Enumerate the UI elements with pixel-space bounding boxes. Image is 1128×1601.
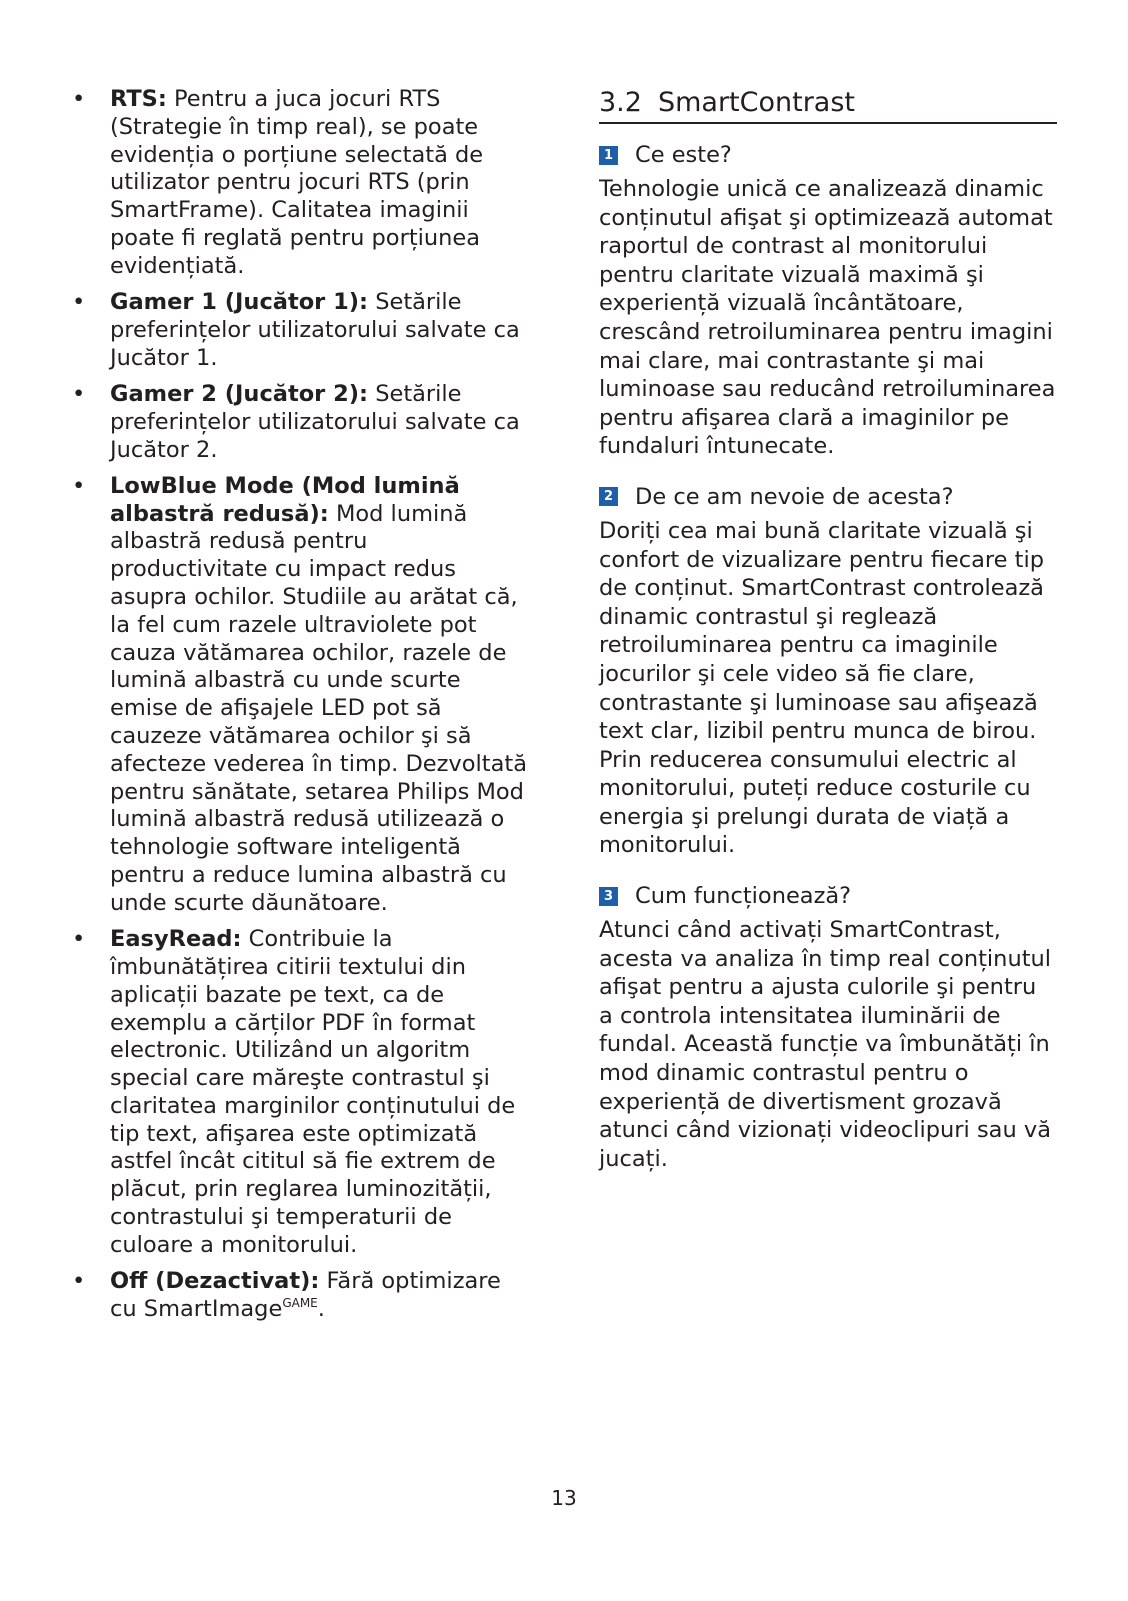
item-description: Setările preferințelor utilizatorului salvate ca Jucător 2. (110, 380, 520, 463)
answer-paragraph: Doriți cea mai bună claritate vizuală şi confort de vizualizare pentru fiecare tip de conținut. SmartContrast controlează dinamic contrastul şi reglează retroiluminarea pentru ca imaginile jocurilor şi cele video să fie clare, contrastante şi luminoase sau afişează text clar, lizibil pentru munca de birou. Prin reducerea consumului electric al monitorului, puteți reduce costurile cu energia şi prelungi durata de viață a monitorului. (599, 517, 1045, 859)
bullet-icon: • (72, 86, 86, 112)
item-term: EasyRead: (110, 926, 242, 953)
list-item-off (72, 1268, 532, 1324)
list-item-gamer-2 (72, 381, 532, 464)
right-column (599, 86, 1057, 1195)
list-item-rts (72, 86, 532, 281)
item-description: Pentru a juca jocuri RTS (Strategie în timp real), se poate evidenția o porțiune selectată de utilizator pentru jocuri RTS (prin SmartFrame). Calitatea imaginii poate fi reglată pentru porțiunea evidențiată. (110, 86, 484, 279)
question-heading (599, 882, 1057, 910)
item-description: Contribuie la îmbunătățirea citirii textului din aplicații bazate pe text, ca de exemplu a cărților PDF în format electronic. Utilizând un algoritm special care măreşte contrastul şi claritatea marginilor conținutului de tip text, afişarea este optimizată astfel încât cititul să fie extrem de plăcut, prin reglarea luminozității, contrastului şi temperaturii de culoare a monitorului. (110, 926, 516, 1258)
answer-paragraph: Atunci când activați SmartContrast, acesta va analiza în timp real conținutul afişat pentru a ajusta culorile şi pentru a controla intensitatea iluminării de fundal. Această funcție va îmbunătăți în mod dinamic contrastul pentru o experiență de divertisment grozavă atunci când vizionați videoclipuri sau vă jucați. (599, 917, 1052, 1172)
section-name: SmartContrast (657, 87, 855, 118)
question-block-1 (599, 141, 1057, 461)
bullet-icon: • (72, 472, 86, 499)
number-badge: 3 (599, 887, 618, 906)
section-title (599, 86, 1057, 124)
item-description: Fără optimizare cu SmartImage (110, 1268, 501, 1322)
item-term: RTS: (110, 86, 167, 112)
item-description: Setările preferințelor utilizatorului salvate ca Jucător 1. (110, 289, 520, 371)
item-term: LowBlue Mode (Mod lumină albastră redusă): (110, 472, 460, 527)
item-term: Gamer 2 (Jucător 2): (110, 380, 369, 407)
question-text: De ce am nevoie de acesta? (635, 483, 954, 510)
question-block-3 (599, 882, 1057, 1173)
list-item-lowblue-mode (72, 473, 532, 918)
smartimage-game-mode-list (72, 86, 532, 1324)
number-badge: 1 (599, 146, 618, 165)
item-description: Mod lumină albastră redusă pentru productivitate cu impact redus asupra ochilor. Studiile au arătat că, la fel cum razele ultraviolete pot cauza vătămarea ochilor, razele de lumină albastră cu unde scurte emise de afişajele LED pot să cauzeze vătămarea ochilor şi să afecteze vederea în timp. Dezvoltată pentru sănătate, setarea Philips Mod lumină albastră redusă utilizează o tehnologie software inteligentă pentru a reduce lumina albastră cu unde scurte dăunătoare. (110, 500, 527, 916)
question-heading (599, 141, 1057, 169)
question-text: Cum funcționează? (635, 883, 852, 910)
number-badge: 2 (599, 487, 618, 506)
question-heading (599, 483, 1057, 511)
bullet-icon: • (72, 380, 86, 407)
bullet-icon: • (72, 289, 86, 316)
question-block-2 (599, 483, 1057, 860)
section-number: 3.2 (599, 87, 642, 118)
answer-paragraph: Tehnologie unică ce analizează dinamic conținutul afişat şi optimizează automat raportul de contrast al monitorului pentru claritate vizuală maximă şi experiență vizuală încântătoare, crescând retroiluminarea pentru imagini mai clare, mai contrastante şi mai luminoase sau reducând retroiluminarea pentru afişarea clară a imaginilor pe fundaluri întunecate. (599, 176, 1056, 460)
item-tail: . (317, 1295, 325, 1322)
question-text: Ce este? (635, 142, 732, 168)
list-item-gamer-1 (72, 289, 532, 372)
item-term: Off (Dezactivat): (110, 1268, 320, 1295)
left-column (72, 86, 532, 1332)
page-number: 13 (551, 1486, 577, 1510)
bullet-icon: • (72, 926, 86, 953)
bullet-icon: • (72, 1268, 86, 1295)
item-term: Gamer 1 (Jucător 1): (110, 289, 369, 316)
list-item-easyread (72, 926, 532, 1260)
item-superscript: GAME (282, 1295, 318, 1310)
